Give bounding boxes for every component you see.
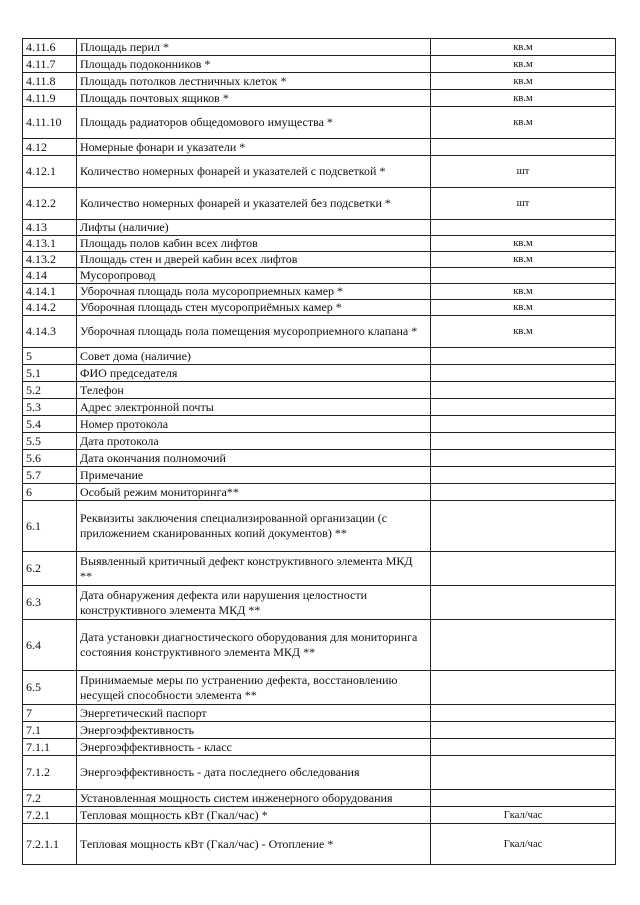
- table-row: [23, 73, 616, 90]
- row-label: Особый режим мониторинга**: [77, 484, 431, 501]
- row-unit: [431, 348, 616, 365]
- row-number: 4.14.2: [23, 300, 77, 316]
- row-number: 4.11.10: [23, 107, 77, 139]
- row-label: Площадь потолков лестничных клеток *: [77, 73, 431, 90]
- row-label: Тепловая мощность кВт (Гкал/час) *: [77, 807, 431, 824]
- row-label: Установленная мощность систем инженерного оборудования: [77, 790, 431, 807]
- row-number: 4.11.7: [23, 56, 77, 73]
- table-row: [23, 284, 616, 300]
- row-unit: [431, 671, 616, 705]
- row-unit: шт: [431, 156, 616, 188]
- row-number: 5: [23, 348, 77, 365]
- row-unit: [431, 382, 616, 399]
- row-unit: [431, 722, 616, 739]
- row-number: 4.14: [23, 268, 77, 284]
- row-label: Количество номерных фонарей и указателей с подсветкой *: [77, 156, 431, 188]
- row-label: Примечание: [77, 467, 431, 484]
- row-unit: шт: [431, 188, 616, 220]
- row-number: 5.3: [23, 399, 77, 416]
- table-row: [23, 90, 616, 107]
- row-unit: [431, 365, 616, 382]
- row-unit: кв.м: [431, 284, 616, 300]
- row-label: Энергоэффективность - дата последнего обследования: [77, 756, 431, 790]
- row-label: Площадь почтовых ящиков *: [77, 90, 431, 107]
- row-unit: кв.м: [431, 56, 616, 73]
- table-row: [23, 365, 616, 382]
- row-label: Площадь полов кабин всех лифтов: [77, 236, 431, 252]
- table-row: [23, 467, 616, 484]
- row-label: Дата обнаружения дефекта или нарушения целостности конструктивного элемента МКД **: [77, 586, 431, 620]
- row-unit: [431, 501, 616, 552]
- table-row: [23, 268, 616, 284]
- row-unit: [431, 552, 616, 586]
- row-label: Уборочная площадь пола помещения мусороприемного клапана *: [77, 316, 431, 348]
- row-label: Лифты (наличие): [77, 220, 431, 236]
- row-number: 7.2.1: [23, 807, 77, 824]
- row-number: 4.12: [23, 139, 77, 156]
- row-label: Адрес электронной почты: [77, 399, 431, 416]
- table-row: [23, 552, 616, 586]
- row-number: 7.1.1: [23, 739, 77, 756]
- row-unit: кв.м: [431, 300, 616, 316]
- table-row: [23, 236, 616, 252]
- row-label: Площадь перил *: [77, 39, 431, 56]
- table-row: [23, 300, 616, 316]
- row-label: Дата установки диагностического оборудования для мониторинга состояния конструктивного элемента МКД **: [77, 620, 431, 671]
- row-number: 5.5: [23, 433, 77, 450]
- row-label: Энергетический паспорт: [77, 705, 431, 722]
- table-row: [23, 107, 616, 139]
- row-unit: кв.м: [431, 39, 616, 56]
- row-label: Тепловая мощность кВт (Гкал/час) - Отопление *: [77, 824, 431, 865]
- row-unit: [431, 467, 616, 484]
- row-label: Мусоропровод: [77, 268, 431, 284]
- row-number: 6.1: [23, 501, 77, 552]
- table-row: [23, 739, 616, 756]
- building-passport-table: [22, 38, 616, 865]
- table-row: [23, 824, 616, 865]
- row-number: 7.1.2: [23, 756, 77, 790]
- row-unit: [431, 756, 616, 790]
- row-label: Уборочная площадь стен мусороприёмных камер *: [77, 300, 431, 316]
- row-number: 5.1: [23, 365, 77, 382]
- table-row: [23, 620, 616, 671]
- row-unit: кв.м: [431, 316, 616, 348]
- row-label: Номерные фонари и указатели *: [77, 139, 431, 156]
- row-unit: [431, 433, 616, 450]
- row-unit: [431, 705, 616, 722]
- row-label: Площадь подоконников *: [77, 56, 431, 73]
- table-row: [23, 756, 616, 790]
- row-label: Выявленный критичный дефект конструктивного элемента МКД **: [77, 552, 431, 586]
- row-number: 6.4: [23, 620, 77, 671]
- row-number: 4.13: [23, 220, 77, 236]
- row-number: 6.2: [23, 552, 77, 586]
- row-label: Принимаемые меры по устранению дефекта, восстановлению несущей способности элемента **: [77, 671, 431, 705]
- table-row: [23, 416, 616, 433]
- row-number: 4.12.1: [23, 156, 77, 188]
- table-row: [23, 790, 616, 807]
- row-unit: [431, 220, 616, 236]
- table-row: [23, 139, 616, 156]
- row-number: 4.11.6: [23, 39, 77, 56]
- row-label: Количество номерных фонарей и указателей без подсветки *: [77, 188, 431, 220]
- table-row: [23, 501, 616, 552]
- row-unit: [431, 399, 616, 416]
- table-row: [23, 56, 616, 73]
- row-unit: [431, 416, 616, 433]
- row-number: 4.14.3: [23, 316, 77, 348]
- row-label: Уборочная площадь пола мусороприемных камер *: [77, 284, 431, 300]
- row-number: 6.3: [23, 586, 77, 620]
- table-row: [23, 586, 616, 620]
- row-unit: [431, 450, 616, 467]
- row-label: Энергоэффективность: [77, 722, 431, 739]
- table-row: [23, 348, 616, 365]
- row-number: 7: [23, 705, 77, 722]
- row-unit: кв.м: [431, 107, 616, 139]
- row-label: Телефон: [77, 382, 431, 399]
- table-row: [23, 705, 616, 722]
- row-number: 4.14.1: [23, 284, 77, 300]
- row-unit: кв.м: [431, 73, 616, 90]
- row-label: Энергоэффективность - класс: [77, 739, 431, 756]
- table-row: [23, 807, 616, 824]
- row-unit: кв.м: [431, 90, 616, 107]
- row-number: 4.13.2: [23, 252, 77, 268]
- row-unit: [431, 586, 616, 620]
- row-unit: Гкал/час: [431, 807, 616, 824]
- table-row: [23, 399, 616, 416]
- table-row: [23, 39, 616, 56]
- row-label: Совет дома (наличие): [77, 348, 431, 365]
- row-number: 6.5: [23, 671, 77, 705]
- row-number: 7.2.1.1: [23, 824, 77, 865]
- table-row: [23, 722, 616, 739]
- row-label: ФИО председателя: [77, 365, 431, 382]
- table-row: [23, 316, 616, 348]
- row-unit: кв.м: [431, 236, 616, 252]
- row-number: 5.2: [23, 382, 77, 399]
- row-number: 4.11.8: [23, 73, 77, 90]
- row-number: 5.4: [23, 416, 77, 433]
- row-unit: [431, 268, 616, 284]
- row-number: 7.2: [23, 790, 77, 807]
- row-label: Реквизиты заключения специализированной организации (с приложением сканированных копий документов) **: [77, 501, 431, 552]
- row-label: Дата протокола: [77, 433, 431, 450]
- row-unit: [431, 484, 616, 501]
- table-row: [23, 220, 616, 236]
- row-unit: [431, 620, 616, 671]
- table-row: [23, 671, 616, 705]
- row-unit: кв.м: [431, 252, 616, 268]
- row-unit: [431, 139, 616, 156]
- table-row: [23, 450, 616, 467]
- row-number: 4.12.2: [23, 188, 77, 220]
- table-row: [23, 156, 616, 188]
- row-number: 6: [23, 484, 77, 501]
- row-label: Площадь радиаторов общедомового имущества *: [77, 107, 431, 139]
- row-unit: Гкал/час: [431, 824, 616, 865]
- row-number: 5.7: [23, 467, 77, 484]
- table-row: [23, 382, 616, 399]
- row-unit: [431, 790, 616, 807]
- table-row: [23, 484, 616, 501]
- row-number: 4.13.1: [23, 236, 77, 252]
- table-row: [23, 252, 616, 268]
- row-number: 7.1: [23, 722, 77, 739]
- row-number: 4.11.9: [23, 90, 77, 107]
- row-label: Номер протокола: [77, 416, 431, 433]
- row-unit: [431, 739, 616, 756]
- row-label: Дата окончания полномочий: [77, 450, 431, 467]
- row-label: Площадь стен и дверей кабин всех лифтов: [77, 252, 431, 268]
- row-number: 5.6: [23, 450, 77, 467]
- table-row: [23, 188, 616, 220]
- table-row: [23, 433, 616, 450]
